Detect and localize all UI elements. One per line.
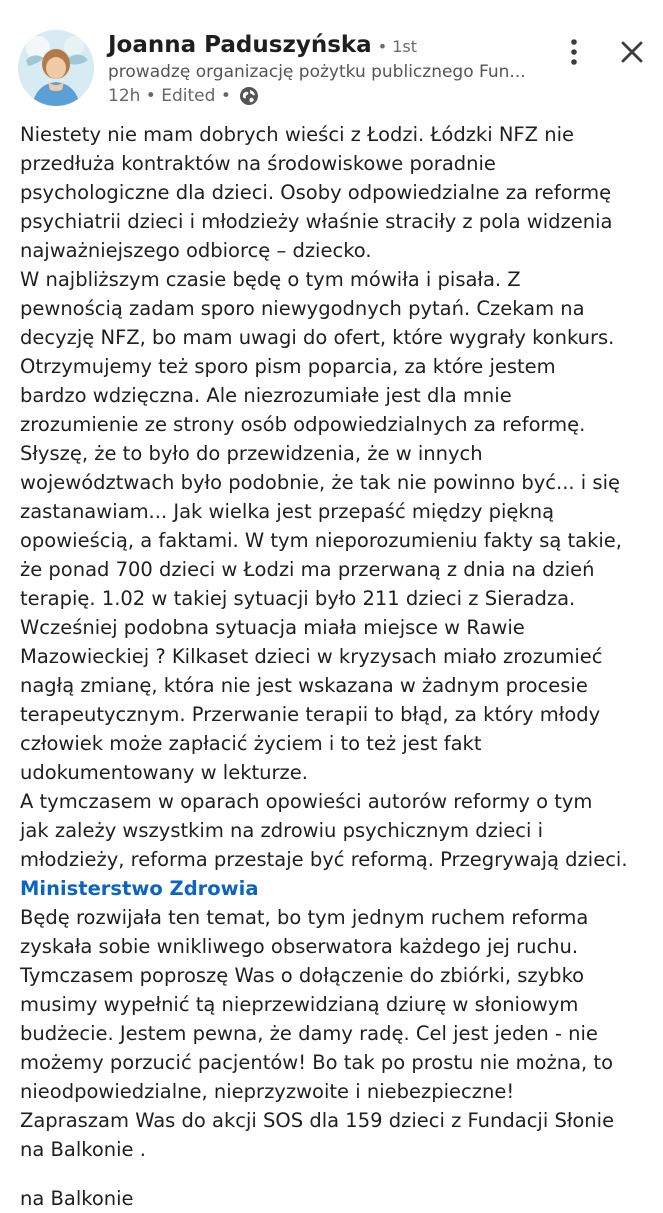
post-line: musimy wypełnić tą nieprzewidzianą dziurę w słoniowym [20, 993, 579, 1016]
author-name-text[interactable]: Joanna Paduszyńska [108, 32, 372, 58]
post-line: Zapraszam Was do akcji SOS dla 159 dzieci z Fundacji Słonie [20, 1109, 615, 1132]
post-line: najważniejszego odbiorcę – dziecko. [20, 239, 372, 262]
post-line: Wcześniej podobna sytuacja miała miejsce w Rawie [20, 616, 525, 639]
post-line: Niestety nie mam dobrych wieści z Łodzi. Łódzki NFZ nie [20, 123, 574, 146]
author-name[interactable] [108, 32, 417, 58]
post-time: 12h [108, 86, 141, 106]
post-line: pewnością zadam sporo niewygodnych pytań. Czekam na [20, 297, 585, 320]
post-line: młodzieży, reforma przestaje być reformą. Przegrywają dzieci. [20, 848, 628, 871]
post-line: Będę rozwijała ten temat, bo tym jednym ruchem reforma [20, 906, 589, 929]
post-line: człowiek może zapłacić życiem i to też jest fakt [20, 732, 482, 755]
post-line: nieodpowiedzialne, nieprzyzwoite i niebezpieczne! [20, 1080, 515, 1103]
post-line: zyskała sobie wnikliwego obserwatora każdego jej ruchu. [20, 935, 579, 958]
post-line: jak zależy wszystkim na zdrowiu psychicznym dzieci i [20, 819, 543, 842]
author-avatar[interactable] [18, 30, 94, 106]
avatar-image [18, 30, 94, 106]
post-line: województwach było podobnie, że tak nie powinno być... i się [20, 471, 620, 494]
post-meta [108, 86, 259, 106]
post-line: A tymczasem w oparach opowieści autorów reformy o tym [20, 790, 593, 813]
more-options-button[interactable] [558, 34, 590, 70]
post-line: terapeutycznym. Przerwanie terapii to błąd, za który młody [20, 703, 601, 726]
post-line: na Balkonie . [20, 1138, 146, 1161]
post-line: psychologiczne dla dzieci. Osoby odpowiedzialne za reformę [20, 181, 612, 204]
post-line: decyzję NFZ, bo mam uwagi do ofert, które wygrały konkurs. [20, 326, 615, 349]
meta-separator: • [215, 86, 231, 106]
post-line: bardzo wdzięczna. Ale niezrozumiałe jest dla mnie [20, 384, 512, 407]
post-line: możemy porzucić pacjentów! Bo tak po prostu nie można, to [20, 1051, 614, 1074]
meta-separator: • [140, 86, 162, 106]
post-line: nagłą zmianę, która nie jest wskazana w żadnym procesie [20, 674, 588, 697]
globe-icon [239, 86, 259, 106]
post-line: Słyszę, że to było do przewidzenia, że w innych [20, 442, 483, 465]
author-headline: prowadzę organizację pożytku publicznego Fun... [108, 62, 526, 82]
mention-link[interactable]: Ministerstwo Zdrowia [20, 877, 259, 900]
post-line: budżecie. Jestem pewna, że damy radę. Cel jest jeden - nie [20, 1022, 598, 1045]
post-line: Otrzymujemy też sporo pism poparcia, za które jestem [20, 355, 556, 378]
post-line: że ponad 700 dzieci w Łodzi ma przerwaną z dnia na dzień [20, 558, 595, 581]
post-body [20, 120, 650, 1164]
close-button[interactable] [615, 34, 649, 70]
post-line: psychiatrii dzieci i młodzieży właśnie straciły z pola widzenia [20, 210, 613, 233]
edited-label: Edited [161, 86, 216, 106]
connection-degree: • 1st [377, 37, 418, 56]
post-line: opowieścią, a faktami. W tym nieporozumieniu fakty są takie, [20, 529, 623, 552]
post-line: udokumentowany w lekturze. [20, 761, 308, 784]
post-line: zastanawiam... Jak wielka jest przepaść między piękną [20, 500, 555, 523]
post-line: W najbliższym czasie będę o tym mówiła i pisała. Z [20, 268, 521, 291]
post-line: zrozumienie ze strony osób odpowiedzialnych za reformę. [20, 413, 586, 436]
cutoff-text: na Balkonie [20, 1187, 134, 1210]
post-line: Tymczasem poproszę Was o dołączenie do zbiórki, szybko [20, 964, 585, 987]
post-header [18, 28, 658, 112]
close-icon [620, 40, 644, 64]
post-line: przedłuża kontraktów na środowiskowe poradnie [20, 152, 496, 175]
post-line: Mazowieckiej ? Kilkaset dzieci w kryzysach miało zrozumieć [20, 645, 603, 668]
post-line: terapię. 1.02 w takiej sytuacji było 211 dzieci z Sieradza. [20, 587, 576, 610]
more-vertical-icon [569, 37, 579, 67]
